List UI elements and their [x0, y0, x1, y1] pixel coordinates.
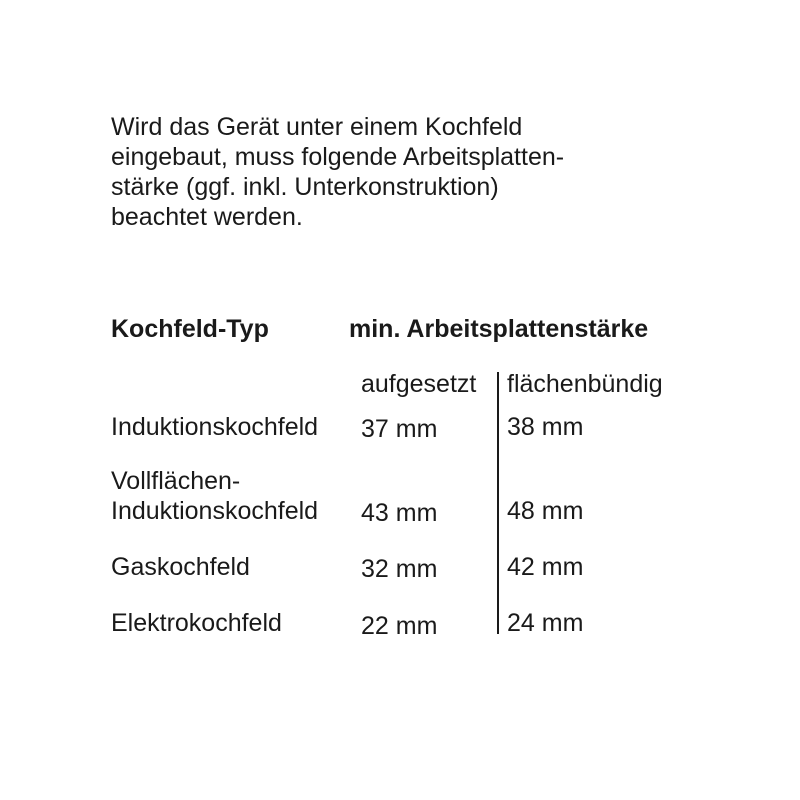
row-mounted-value: 32 mm: [361, 555, 438, 583]
row-type-label: Induktionskochfeld: [111, 497, 319, 525]
row-mounted-value: 43 mm: [361, 499, 438, 527]
header-cooktop-type: Kochfeld-Typ: [111, 315, 269, 343]
row-mounted-value: 22 mm: [361, 612, 438, 640]
column-divider: [497, 372, 499, 634]
header-min-thickness: min. Arbeitsplattenstärke: [349, 315, 649, 343]
row-type-label: Gaskochfeld: [111, 553, 250, 581]
row-type-label: Vollflächen-: [111, 467, 241, 495]
intro-line: stärke (ggf. inkl. Unterkonstruktion): [111, 173, 499, 201]
intro-line: eingebaut, muss folgende Arbeitsplatten-: [111, 143, 565, 171]
row-flush-value: 48 mm: [507, 497, 584, 525]
intro-line: Wird das Gerät unter einem Kochfeld: [111, 113, 523, 141]
row-flush-value: 38 mm: [507, 413, 584, 441]
intro-paragraph: [111, 112, 711, 232]
row-flush-value: 42 mm: [507, 553, 584, 581]
row-type-gas: [111, 552, 250, 582]
row-type-induction: [111, 412, 318, 442]
row-type-label: Elektrokochfeld: [111, 609, 282, 637]
row-type-full-surface-induction: [111, 466, 318, 526]
row-flush-value: 24 mm: [507, 609, 584, 637]
subheader-mounted: aufgesetzt: [361, 370, 477, 398]
row-type-label: Induktionskochfeld: [111, 413, 319, 441]
subheader-flush: flächenbündig: [507, 370, 663, 398]
row-type-electric: [111, 608, 282, 638]
row-mounted-value: 37 mm: [361, 415, 438, 443]
intro-line: beachtet werden.: [111, 203, 303, 231]
